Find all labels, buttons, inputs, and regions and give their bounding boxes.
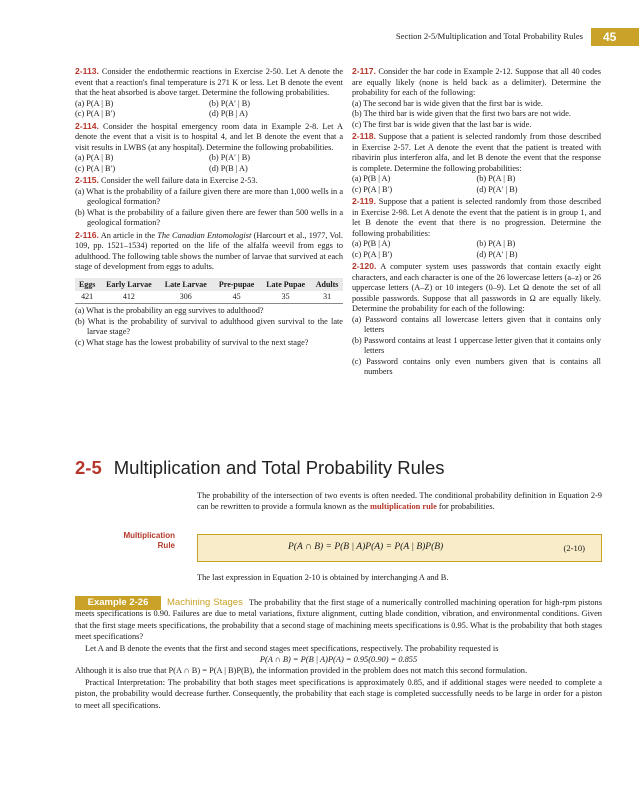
exercise-text: A computer system uses passwords that contain exactly eight characters, and each character is one of the 26 lowercase letters (a–z) or 26 uppercase letters (A–Z) or 10 integers (0–9). Let Ω denote the set of all possible passwords. Suppose that all passwords in Ω are equally likely. Determine the probability for each of the following: (352, 262, 601, 313)
part-a: (a) What is the probability of a failure given there are more than 1,000 wells in a geological formation? (75, 186, 343, 206)
exercise-text: Consider the hospital emergency room data in Example 2-8. Let A denote the event that a visit is to hospital 4, and let B denote the event that a visit results in LWBS (at any hospital). Determine the following probabilities. (75, 121, 343, 152)
table-cell: 306 (158, 291, 213, 304)
intro-text-before: The probability of the intersection of two events is often needed. The conditional probability definition in Equation 2-9 can be rewritten to provide a formula known as the (197, 491, 602, 511)
part-a: (a) Password contains all lowercase letters given that it contains only letters (352, 314, 601, 334)
part-a: (a) What is the probability an egg survives to adulthood? (75, 306, 264, 315)
part-a: (a) P(B | A) (352, 174, 391, 183)
multiplication-rule-term: multiplication rule (370, 502, 437, 511)
section-number: 2-5 (75, 457, 102, 478)
part-a: (a) P(B | A) (352, 239, 391, 248)
margin-label-line-2: Rule (157, 541, 175, 550)
table-cell: 45 (213, 291, 260, 304)
exercise-number: 2-116. (75, 229, 99, 240)
table-header: Pre-pupae (218, 279, 255, 289)
part-a: (a) P(A | B) (75, 153, 114, 162)
table-header: Late Larvae (164, 279, 207, 289)
exercise-2-119 (352, 196, 601, 260)
intro-text-after: for probabilities. (438, 502, 495, 511)
after-equation-text: The last expression in Equation 2-10 is obtained by interchanging A and B. (197, 573, 449, 582)
part-c: (c) P(A | B′) (352, 184, 393, 194)
section-heading (75, 457, 445, 479)
table-cell: 31 (311, 291, 343, 304)
section-intro (197, 490, 602, 512)
exercise-2-120 (352, 261, 601, 378)
exercise-number: 2-119. (352, 196, 376, 206)
exercise-2-114 (75, 121, 343, 175)
part-c: (c) P(A | B′) (75, 163, 116, 173)
exercise-number: 2-114. (75, 120, 99, 131)
part-d: (d) P(B | A) (209, 109, 248, 118)
running-title: Section 2-5/Multiplication and Total Probability Rules (395, 31, 583, 41)
table-cell: 35 (260, 291, 311, 304)
exercise-text: Consider the bar code in Example 2-12. Suppose that all 40 codes are equally likely (none is held back as a delimiter). Determine the probability for each of the following: (352, 67, 602, 97)
exercise-text-after: (Harcourt et al., 1977, Vol. 109, pp. 1521–1534) reported on the life of the alfalfa weevil from eggs to adulthood. The following table shows the number of larvae that survived at each stage of development from eggs to adults. (75, 230, 344, 271)
margin-label (105, 531, 175, 551)
table-row (75, 291, 343, 304)
example-body (75, 597, 602, 711)
running-header (0, 28, 639, 48)
exercise-number: 2-115. (75, 175, 99, 185)
exercise-number: 2-113. (75, 66, 99, 76)
exercise-text-before: An article in the (100, 230, 156, 240)
part-d: (d) P(B | A) (209, 163, 248, 173)
part-b: (b) The third bar is wide given that the first two bars are not wide. (352, 109, 571, 118)
part-b: (b) P(A′ | B) (209, 98, 251, 108)
example-equation: P(A ∩ B) = P(B | A)P(A) = 0.95(0.90) = 0.855 (259, 655, 418, 665)
right-column (352, 66, 601, 379)
exercise-number: 2-117. (352, 66, 376, 76)
section-title: Multiplication and Total Probability Rules (113, 457, 445, 478)
table-header: Late Pupae (266, 279, 306, 289)
part-b: (b) What is the probability of survival to adulthood given survival to the late larvae stage? (75, 316, 343, 336)
exercise-number: 2-120. (352, 261, 377, 271)
example-paragraph-3: Although it is also true that P(A ∩ B) = P(A | B)P(B), the information provided in the problem does not match this second formulation. (75, 666, 528, 676)
table-header: Eggs (78, 279, 96, 289)
part-a: (a) P(A | B) (75, 98, 114, 108)
part-b: (b) What is the probability of a failure given there are fewer than 500 wells in a geological formation? (75, 207, 343, 227)
table-header: Adults (315, 279, 339, 289)
part-a: (a) The second bar is wide given that the first bar is wide. (352, 98, 543, 108)
table-header-row (75, 278, 343, 291)
exercise-text: Consider the endothermic reactions in Exercise 2-50. Let A denote the event that a reaction's final temperature is 271 K or less. Let B denote the event that the heat absorbed is above target. Determine the following probabilities. (75, 67, 343, 97)
example-title: Machining Stages (167, 597, 243, 608)
page-number: 45 (591, 28, 639, 46)
table-cell: 412 (99, 291, 158, 304)
left-column (75, 66, 343, 349)
table-header: Early Larvae (106, 279, 152, 289)
margin-label-line-1: Multiplication (123, 531, 175, 540)
part-b: (b) P(A | B) (476, 174, 516, 183)
part-c: (c) The first bar is wide given that the last bar is wide. (352, 119, 532, 129)
part-b: (b) P(A | B) (476, 239, 516, 248)
example-paragraph-1 (75, 597, 602, 643)
exercise-2-115 (75, 175, 343, 229)
equation-box (197, 534, 602, 562)
exercise-text: Suppose that a patient is selected randomly from those described in Exercise 2-98. Let A denote the event that the patient is in group 1, and let B denote the event that there is no progression. Determine the following probabilities: (352, 197, 601, 238)
part-c: (c) Password contains only even numbers given that is contains all numbers (352, 356, 601, 376)
exercise-text: Suppose that a patient is selected randomly from those described in Exercise 2-57. Let A denote the event that the patient is treated with ribavirin plus interferon alfa, and let B denote the event that the response is complete. Determine the following probabilities: (352, 132, 601, 173)
exercise-2-117 (352, 66, 601, 130)
exercise-2-118 (352, 131, 601, 195)
exercise-number: 2-118. (352, 131, 376, 141)
exercise-text: Consider the well failure data in Exercise 2-53. (100, 176, 258, 185)
part-c: (c) What stage has the lowest probability of survival to the next stage? (75, 337, 309, 347)
part-d: (d) P(A′ | B) (476, 184, 518, 194)
multiplication-rule-equation: P(A ∩ B) = P(B | A)P(A) = P(A | B)P(B) (288, 542, 444, 552)
example-p1-text: The probability that the first stage of a numerically controlled machining operation for high-rpm pistons meets specifications is 0.90. Failures are due to metal variations, fixture alignment, cutting blade condition, vibration, and environmental conditions. Given that the first stage meets specifications, the probability that a second stage of machining meets specifications is 0.95. What is the probability that both stages meet specifications? (75, 598, 602, 642)
example-label: Example 2-26 (75, 596, 161, 610)
exercise-2-116 (75, 230, 343, 349)
journal-name: The Canadian Entomologist (157, 230, 252, 240)
part-d: (d) P(A′ | B) (476, 249, 518, 259)
table-cell: 421 (75, 291, 99, 304)
part-c: (c) P(A | B′) (75, 109, 116, 118)
equation-number: (2-10) (563, 543, 585, 553)
exercise-2-113 (75, 66, 343, 120)
part-c: (c) P(A | B′) (352, 249, 393, 259)
example-paragraph-2: Let A and B denote the events that the first and second stages meet specifications, respectively. The probability requested is (85, 643, 499, 653)
larvae-table (75, 278, 343, 305)
part-b: (b) Password contains at least 1 uppercase letter given that it contains only letters (352, 335, 601, 355)
practical-interpretation: Practical Interpretation: The probability that both stages meet specifications is approximately 0.85, and if additional stages were needed to complete a piston, the probability would decrease further. Consequently, the probability that each stage is completed successfully needs to be large in order for a piston to meet all specifications. (75, 677, 602, 710)
part-b: (b) P(A′ | B) (209, 153, 251, 162)
